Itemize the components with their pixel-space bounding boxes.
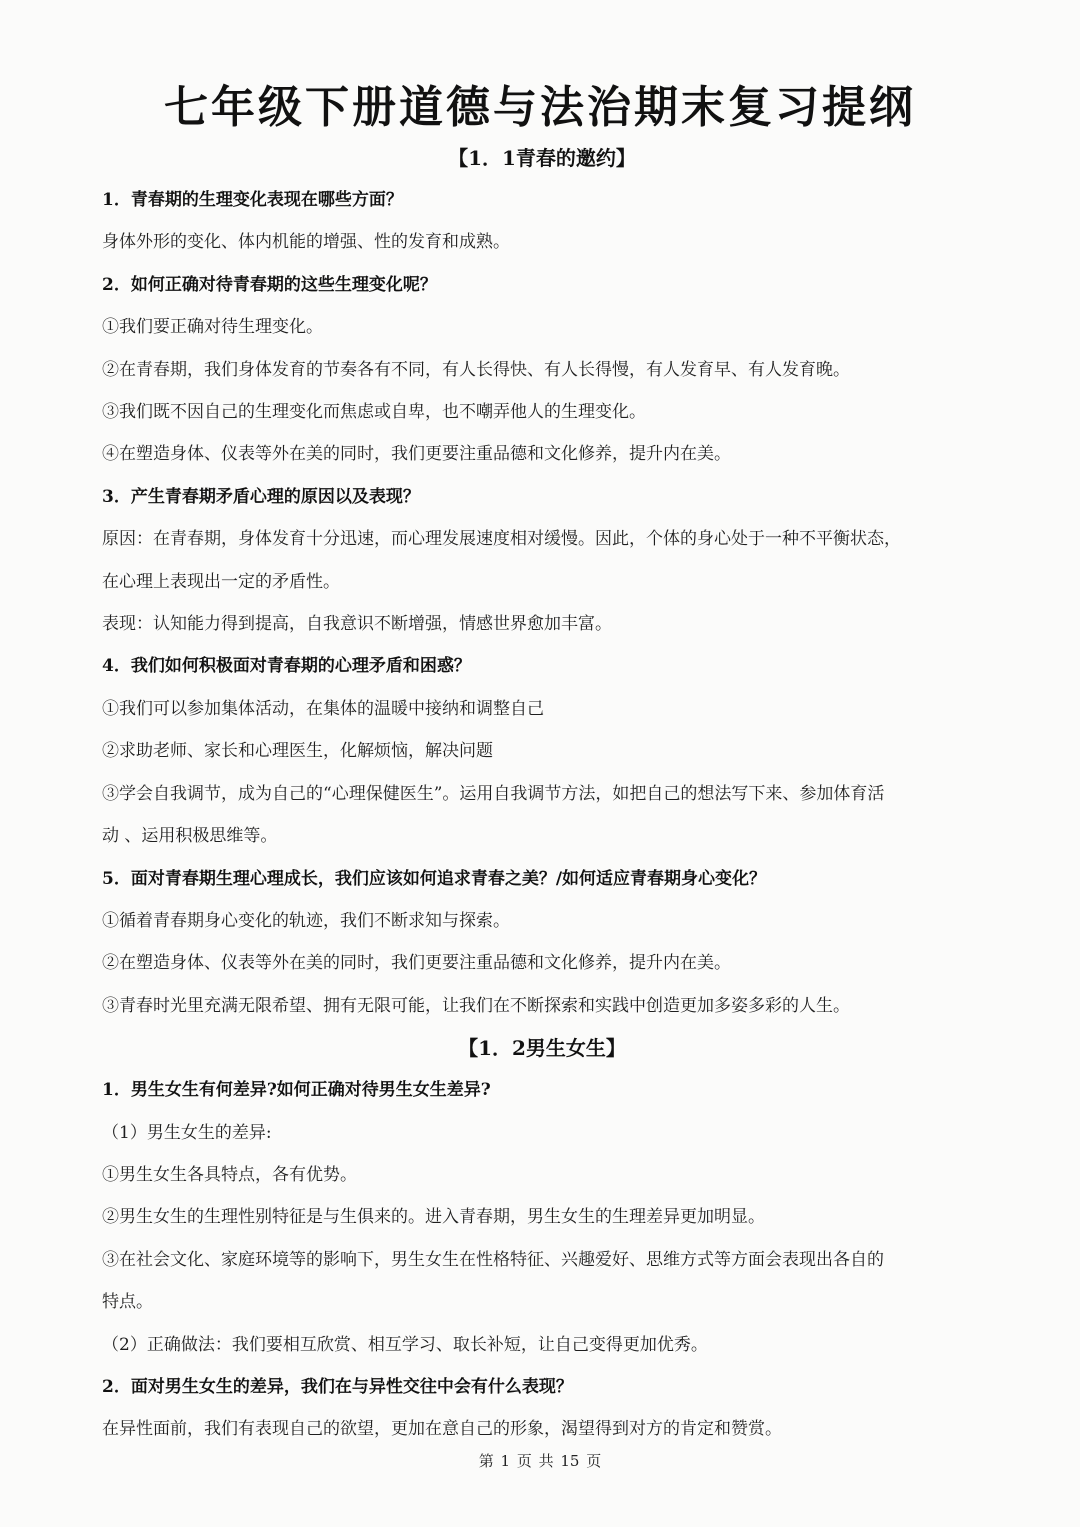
answer-line: 身体外形的变化、体内机能的增强、性的发育和成熟。 — [102, 232, 510, 253]
answer-line: 原因：在青春期，身体发育十分迅速，而心理发展速度相对缓慢。因此，个体的身心处于一种不平衡状态， — [102, 529, 901, 550]
answer-line: ①我们可以参加集体活动，在集体的温暖中接纳和调整自己 — [102, 698, 544, 719]
question-line: 1．男生女生有何差异?如何正确对待男生女生差异? — [102, 1080, 491, 1101]
document-title: 七年级下册道德与法治期末复习提纲 — [164, 82, 916, 133]
answer-line: （2）正确做法：我们要相互欣赏、相互学习、取长补短，让自己变得更加优秀。 — [102, 1334, 708, 1355]
answer-line: 特点。 — [102, 1292, 153, 1313]
question-line: 4．我们如何积极面对青春期的心理矛盾和困惑？ — [102, 656, 471, 677]
answer-line: ③在社会文化、家庭环境等的影响下，男生女生在性格特征、兴趣爱好、思维方式等方面会表现出各自的 — [102, 1249, 884, 1270]
question-line: 2．如何正确对待青春期的这些生理变化呢？ — [102, 274, 437, 295]
question-line: 5．面对青春期生理心理成长，我们应该如何追求青春之美？/如何适应青春期身心变化？ — [102, 868, 767, 889]
answer-line: ②男生女生的生理性别特征是与生俱来的。进入青春期，男生女生的生理差异更加明显。 — [102, 1207, 765, 1228]
page-number-footer: 第 1 页 共 15 页 — [478, 1452, 602, 1470]
question-line: 1．青春期的生理变化表现在哪些方面？ — [102, 190, 403, 210]
answer-line: ③学会自我调节，成为自己的“心理保健医生”。运用自我调节方法，如把自己的想法写下来、参加体育活 — [102, 783, 885, 804]
answer-line: 动 、运用积极思维等。 — [102, 826, 278, 847]
answer-line: ①循着青春期身心变化的轨迹，我们不断求知与探索。 — [102, 910, 510, 931]
answer-line: ①我们要正确对待生理变化。 — [102, 317, 323, 338]
question-line: 2．面对男生女生的差异，我们在与异性交往中会有什么表现？ — [102, 1376, 573, 1397]
section-heading: 【1．1青春的邀约】 — [448, 146, 636, 170]
document-body — [102, 137, 982, 1451]
answer-line: ①男生女生各具特点，各有优势。 — [102, 1164, 357, 1185]
question-line: 3．产生青春期矛盾心理的原因以及表现？ — [102, 486, 420, 507]
answer-line: ④在塑造身体、仪表等外在美的同时，我们更要注重品德和文化修养，提升内在美。 — [102, 444, 731, 465]
answer-line: ②求助老师、家长和心理医生，化解烦恼，解决问题 — [102, 741, 493, 762]
answer-line: ②在青春期，我们身体发育的节奏各有不同，有人长得快、有人长得慢，有人发育早、有人发育晚。 — [102, 359, 850, 380]
answer-line: 在异性面前，我们有表现自己的欲望，更加在意自己的形象，渴望得到对方的肯定和赞赏。 — [102, 1419, 782, 1440]
answer-line: ②在塑造身体、仪表等外在美的同时，我们更要注重品德和文化修养，提升内在美。 — [102, 953, 731, 974]
answer-line: 在心理上表现出一定的矛盾性。 — [102, 571, 340, 592]
answer-line: 表现：认知能力得到提高，自我意识不断增强，情感世界愈加丰富。 — [102, 614, 612, 635]
section-heading: 【1．2男生女生】 — [458, 1036, 626, 1061]
answer-line: ③青春时光里充满无限希望、拥有无限可能，让我们在不断探索和实践中创造更加多姿多彩的人生。 — [102, 995, 850, 1016]
section-youth-invitation — [102, 137, 982, 1027]
answer-line: （1）男生女生的差异: — [102, 1122, 272, 1143]
answer-line: ③我们既不因自己的生理变化而焦虑或自卑，也不嘲弄他人的生理变化。 — [102, 402, 646, 423]
section-boys-and-girls — [102, 1027, 982, 1451]
